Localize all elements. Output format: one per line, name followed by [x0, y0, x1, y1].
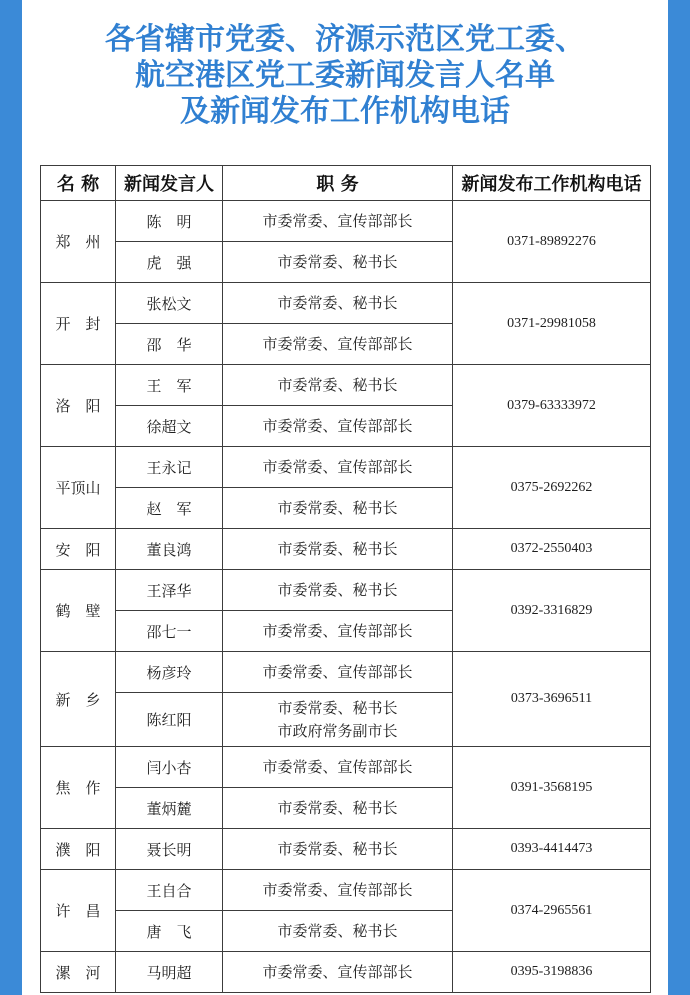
position-text: 市委常委、秘书长	[277, 921, 398, 940]
position-text: 市委常委、秘书长	[277, 580, 398, 599]
position-cell	[223, 652, 453, 693]
region-cell: 平顶山	[41, 447, 116, 529]
position-text: 市委常委、秘书长	[277, 839, 398, 858]
position-cell	[223, 447, 453, 488]
region-cell: 许 昌	[41, 870, 116, 952]
region-cell: 鹤 壁	[41, 570, 116, 652]
spokesperson-name: 王自合	[116, 870, 223, 911]
position-cell	[223, 283, 453, 324]
position-text: 市委常委、宣传部部长	[262, 757, 413, 776]
spokesperson-name: 马明超	[116, 952, 223, 993]
phone-cell: 0375-2692262	[453, 447, 651, 529]
phone-cell: 0392-3316829	[453, 570, 651, 652]
spokesperson-name: 王永记	[116, 447, 223, 488]
title-line-3: 及新闻发布工作机构电话	[180, 94, 510, 129]
position-text: 市委常委、秘书长	[277, 375, 398, 394]
position-cell	[223, 829, 453, 870]
page-title	[22, 22, 668, 130]
position-text: 市委常委、宣传部部长	[262, 457, 413, 476]
position-cell	[223, 406, 453, 447]
table-row	[41, 529, 651, 570]
table-row	[41, 952, 651, 993]
position-cell	[223, 747, 453, 788]
position-cell	[223, 488, 453, 529]
spokesperson-name: 徐超文	[116, 406, 223, 447]
right-side-band	[668, 0, 690, 995]
table-row	[41, 283, 651, 324]
position-text: 市委常委、秘书长	[277, 698, 398, 717]
region-cell: 漯 河	[41, 952, 116, 993]
position-cell	[223, 365, 453, 406]
spokesperson-name: 唐 飞	[116, 911, 223, 952]
spokesperson-name: 邵七一	[116, 611, 223, 652]
region-cell: 开 封	[41, 283, 116, 365]
position-cell	[223, 324, 453, 365]
phone-cell: 0391-3568195	[453, 747, 651, 829]
position-text: 市委常委、宣传部部长	[262, 416, 413, 435]
spokesperson-name: 张松文	[116, 283, 223, 324]
region-cell: 新 乡	[41, 652, 116, 747]
position-text: 市委常委、宣传部部长	[262, 211, 413, 230]
position-cell	[223, 242, 453, 283]
title-line-2: 航空港区党工委新闻发言人名单	[135, 58, 555, 93]
position-text: 市委常委、宣传部部长	[262, 662, 413, 681]
header-phone: 新闻发布工作机构电话	[453, 166, 651, 201]
position-cell	[223, 911, 453, 952]
position-cell	[223, 529, 453, 570]
region-cell: 洛 阳	[41, 365, 116, 447]
position-cell	[223, 201, 453, 242]
spokesperson-name: 王 军	[116, 365, 223, 406]
table-header-row	[41, 166, 651, 201]
position-text: 市委常委、秘书长	[277, 498, 398, 517]
spokesperson-name: 邵 华	[116, 324, 223, 365]
table-row	[41, 652, 651, 693]
position-cell	[223, 611, 453, 652]
phone-cell: 0379-63333972	[453, 365, 651, 447]
region-cell: 郑 州	[41, 201, 116, 283]
header-spokesperson: 新闻发言人	[116, 166, 223, 201]
position-text-secondary: 市政府常务副市长	[277, 721, 398, 740]
phone-cell: 0372-2550403	[453, 529, 651, 570]
position-text: 市委常委、秘书长	[277, 798, 398, 817]
table-row	[41, 829, 651, 870]
position-cell	[223, 693, 453, 747]
spokesperson-name: 董良鸿	[116, 529, 223, 570]
position-text: 市委常委、宣传部部长	[262, 334, 413, 353]
phone-cell: 0393-4414473	[453, 829, 651, 870]
region-cell: 濮 阳	[41, 829, 116, 870]
position-cell	[223, 788, 453, 829]
phone-cell: 0374-2965561	[453, 870, 651, 952]
spokesperson-name: 陈红阳	[116, 693, 223, 747]
position-cell	[223, 570, 453, 611]
position-text: 市委常委、宣传部部长	[262, 621, 413, 640]
spokesperson-name: 聂长明	[116, 829, 223, 870]
header-position: 职 务	[223, 166, 453, 201]
region-cell: 焦 作	[41, 747, 116, 829]
spokesperson-name: 虎 强	[116, 242, 223, 283]
phone-cell: 0373-3696511	[453, 652, 651, 747]
table-row	[41, 201, 651, 242]
position-text: 市委常委、秘书长	[277, 293, 398, 312]
position-text: 市委常委、秘书长	[277, 252, 398, 271]
header-region: 名 称	[41, 166, 116, 201]
position-cell	[223, 952, 453, 993]
spokesperson-name: 赵 军	[116, 488, 223, 529]
left-side-band	[0, 0, 22, 995]
spokesperson-table	[40, 165, 651, 993]
table-row	[41, 447, 651, 488]
position-text: 市委常委、宣传部部长	[262, 880, 413, 899]
table-row	[41, 870, 651, 911]
spokesperson-name: 王泽华	[116, 570, 223, 611]
position-cell	[223, 870, 453, 911]
spokesperson-name: 董炳麓	[116, 788, 223, 829]
region-cell: 安 阳	[41, 529, 116, 570]
spokesperson-name: 杨彦玲	[116, 652, 223, 693]
table-row	[41, 570, 651, 611]
phone-cell: 0371-29981058	[453, 283, 651, 365]
spokesperson-name: 陈 明	[116, 201, 223, 242]
position-text: 市委常委、宣传部部长	[262, 962, 413, 981]
phone-cell: 0395-3198836	[453, 952, 651, 993]
table-row	[41, 747, 651, 788]
title-line-1: 各省辖市党委、济源示范区党工委、	[105, 22, 585, 57]
table-row	[41, 365, 651, 406]
position-text: 市委常委、秘书长	[277, 539, 398, 558]
phone-cell: 0371-89892276	[453, 201, 651, 283]
spokesperson-name: 闫小杏	[116, 747, 223, 788]
